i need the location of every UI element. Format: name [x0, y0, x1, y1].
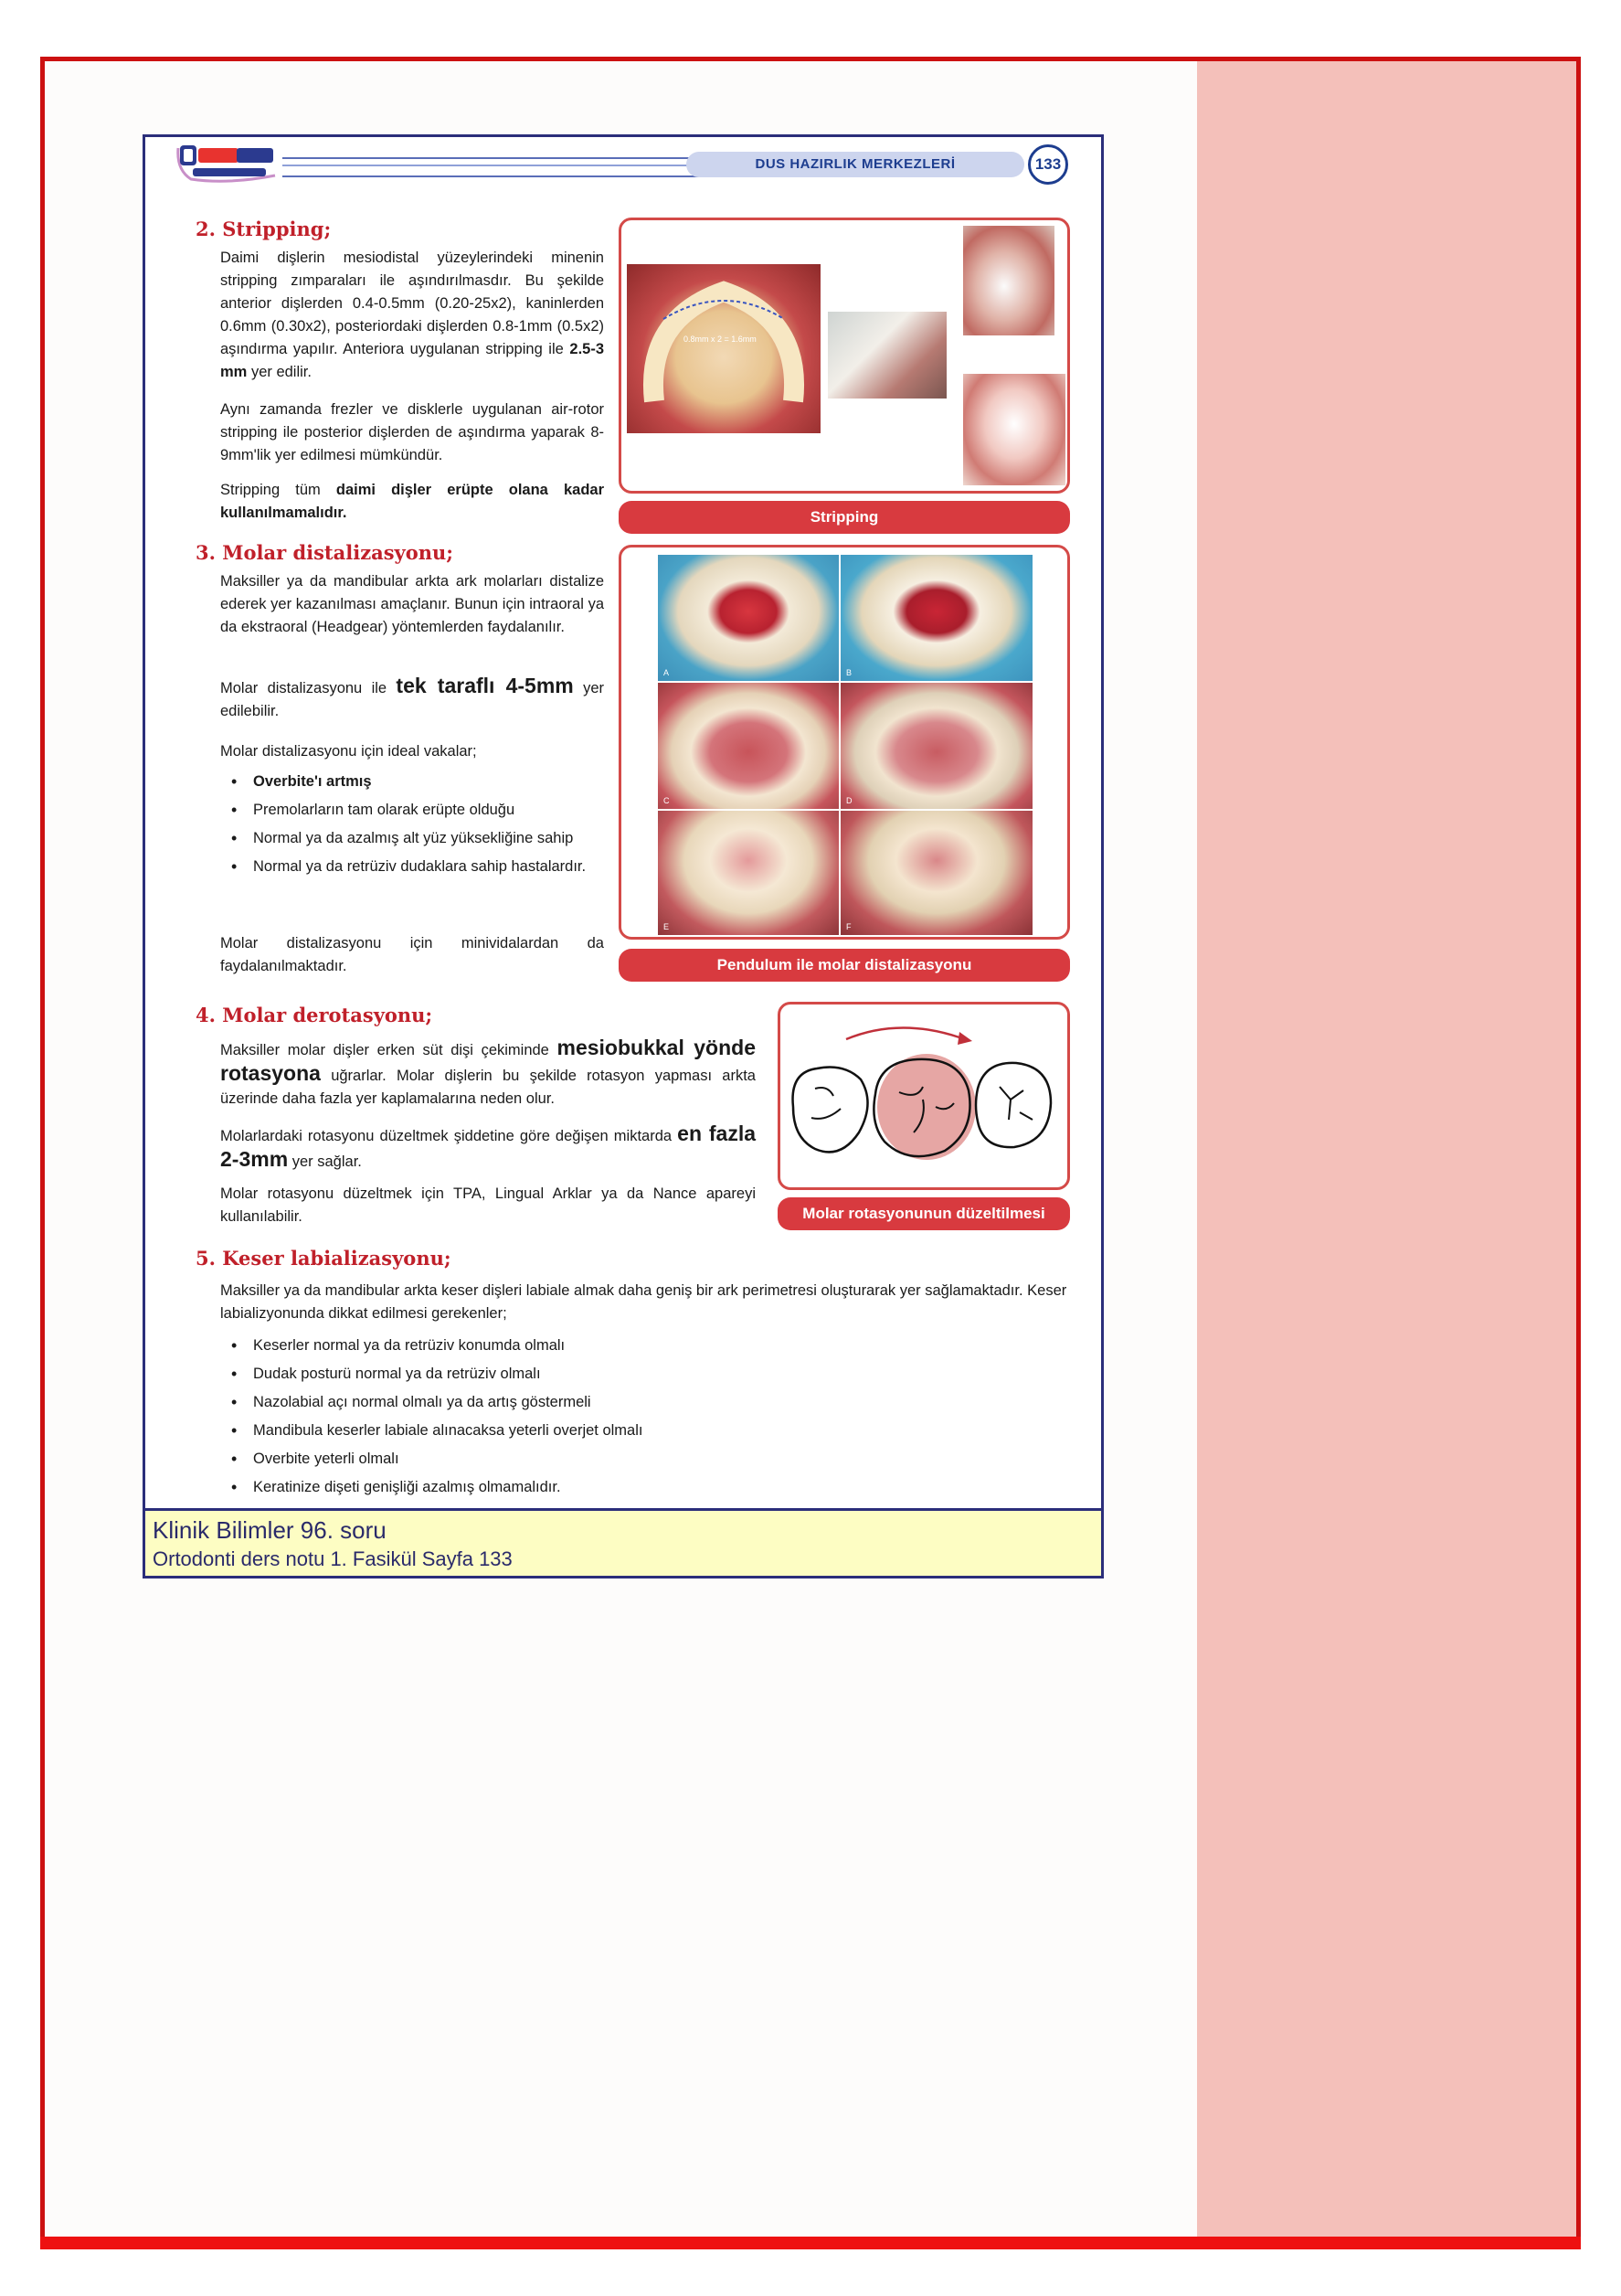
stripping-figure — [619, 218, 1070, 494]
panel-label: B — [846, 668, 853, 677]
molar-rotation-caption: Molar rotasyonunun düzeltilmesi — [778, 1197, 1070, 1230]
list-item: • Keserler normal ya da retrüziv konumda olmalı — [220, 1334, 1043, 1357]
pendulum-photo-c — [658, 683, 839, 809]
list-item: • Overbite yeterli olmalı — [220, 1448, 1043, 1471]
derotation-paragraph-2: Molarlardaki rotasyonu düzeltmek şiddetine göre değişen miktarda en fazla 2-3mm yer sağlar. — [220, 1121, 757, 1171]
measurement-label: 0.8mm x 2 = 1.6mm — [683, 335, 757, 344]
panel-label: F — [846, 922, 852, 931]
list-item: • Normal ya da retrüziv dudaklara sahip hastalardır. — [220, 856, 604, 878]
source-question: Klinik Bilimler 96. soru — [153, 1516, 387, 1544]
stripping-photo-strip — [828, 312, 947, 399]
pendulum-photo-d — [841, 683, 1033, 809]
distalization-paragraph-1: Maksiller ya da mandibular arkta ark molarları distalize ederek yer kazanılması amaçlanır. Bunun için intraoral ya da ekstraoral (Headgear) yöntemlerden faydalanılır. — [220, 573, 604, 635]
source-reference: Ortodonti ders notu 1. Fasikül Sayfa 133 — [153, 1547, 513, 1570]
pendulum-photo-b — [841, 555, 1033, 681]
list-item: • Dudak posturü normal ya da retrüziv olmalı — [220, 1363, 1043, 1386]
labialization-paragraph: Maksiller ya da mandibular arkta keser dişleri labiale almak daha geniş bir ark perimetresi oluşturarak yer sağlamaktadır. Keser labializyonunda dikkat edilmesi gerekenler; — [220, 1282, 1067, 1322]
stripping-caption: Stripping — [619, 501, 1070, 534]
bottom-bar — [40, 2237, 1581, 2249]
distalization-bullets — [220, 771, 604, 878]
dusdata-logo — [173, 143, 282, 185]
pendulum-photo-e — [658, 811, 839, 935]
stripping-photo-disc — [963, 226, 1054, 335]
section-title-stripping: 2. Stripping; — [196, 218, 332, 240]
section-title-molar-distalization: 3. Molar distalizasyonu; — [196, 541, 454, 564]
stripping-paragraph-2: Aynı zamanda frezler ve disklerle uygulanan air-rotor stripping ile posterior dişlerden de aşındırma yaparak 8-9mm'lik yer edilmesi mümkündür. — [220, 401, 604, 463]
list-item: • Keratinize dişeti genişliği azalmış olmamalıdır. — [220, 1476, 1043, 1499]
list-item: • Premolarların tam olarak erüpte olduğu — [220, 799, 604, 822]
panel-label: C — [663, 796, 670, 805]
page-number: 133 — [1028, 144, 1068, 185]
page-header — [145, 137, 1101, 192]
section-title-incisor-labialization: 5. Keser labializasyonu; — [196, 1247, 451, 1270]
molar-rotation-diagram — [780, 1004, 1067, 1187]
molar-rotation-figure — [778, 1002, 1070, 1190]
header-title: DUS HAZIRLIK MERKEZLERİ — [686, 152, 1024, 177]
list-item: • Nazolabial açı normal olmalı ya da artış göstermeli — [220, 1391, 1043, 1414]
panel-label: A — [663, 668, 670, 677]
labialization-bullets — [220, 1334, 1043, 1499]
distalization-paragraph-3: Molar distalizasyonu için ideal vakalar; — [220, 743, 477, 760]
panel-label: E — [663, 922, 670, 931]
stripping-photo-arch — [627, 264, 821, 433]
stripping-photo-airrotor — [963, 374, 1065, 485]
derotation-paragraph-1: Maksiller molar dişler erken süt dişi çekiminde mesiobukkal yönde rotasyona uğrarlar. Molar dişlerin bu şekilde rotasyon yapması arkta üzerinde daha fazla yer kaplamalarına neden olur. — [220, 1036, 756, 1107]
stripping-paragraph-3: Stripping tüm daimi dişler erüpte olana kadar kullanılmamalıdır. — [220, 482, 604, 521]
list-item: • Mandibula keserler labiale alınacaksa yeterli overjet olmalı — [220, 1419, 1043, 1442]
side-panel — [1197, 61, 1576, 2244]
distalization-paragraph-4: Molar distalizasyonu için minividalardan da faydalanılmaktadır. — [220, 935, 604, 974]
distalization-paragraph-2: Molar distalizasyonu ile tek taraflı 4-5mm yer edilebilir. — [220, 674, 604, 719]
pendulum-photo-f — [841, 811, 1033, 935]
list-item: • Overbite'ı artmış — [220, 771, 604, 793]
derotation-paragraph-3: Molar rotasyonu düzeltmek için TPA, Lingual Arklar ya da Nance apareyi kullanılabilir. — [220, 1185, 756, 1225]
source-note — [145, 1508, 1101, 1578]
panel-label: D — [846, 796, 853, 805]
section-title-molar-derotation: 4. Molar derotasyonu; — [196, 1004, 433, 1026]
stripping-paragraph-1: Daimi dişlerin mesiodistal yüzeylerindeki minenin stripping zımparaları ile aşındırılmasdır. Bu şekilde anterior dişlerden 0.4-0.5mm (0.20-25x2), kaninlerden 0.6mm (0.30x2), posteriordaki dişlerden 0.8-1mm (0.5x2) aşındırma yapılır. Anteriora uygulanan stripping ile 2.5-3 mm yer edilir. — [220, 250, 604, 380]
pendulum-photo-a — [658, 555, 839, 681]
pendulum-caption: Pendulum ile molar distalizasyonu — [619, 949, 1070, 982]
scanned-page — [143, 134, 1104, 1578]
list-item: • Normal ya da azalmış alt yüz yüksekliğine sahip — [220, 827, 604, 850]
pendulum-figure — [619, 545, 1070, 940]
